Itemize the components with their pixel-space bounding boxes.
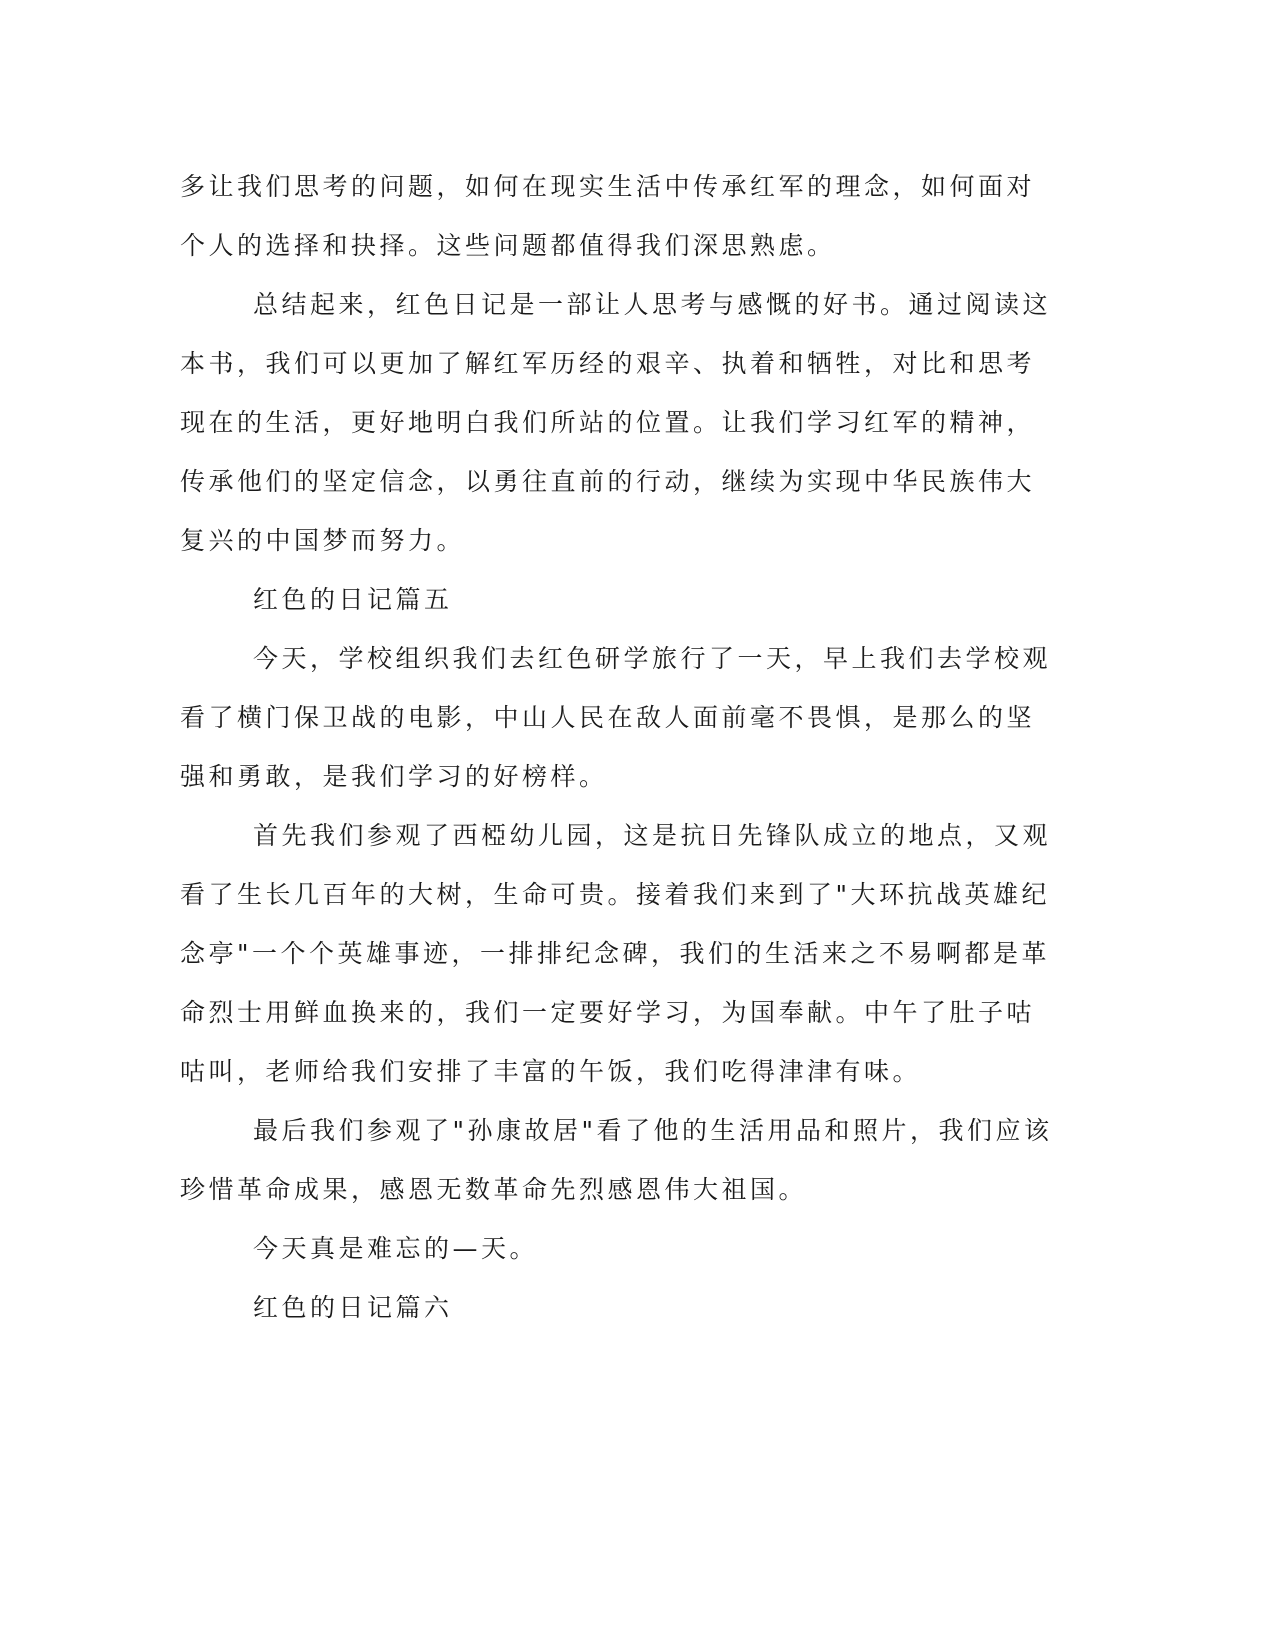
text-line: 复兴的中国梦而努力。 (180, 526, 466, 555)
text-line: 现在的生活，更好地明白我们所站的位置。让我们学习红军的精神， (180, 408, 1036, 437)
text-line: 最后我们参观了"孙康故居"看了他的生活用品和照片，我们应该 (253, 1116, 1053, 1145)
section-heading: 红色的日记篇六 (253, 1293, 453, 1322)
text-line: 今天，学校组织我们去红色研学旅行了一天，早上我们去学校观 (253, 644, 1052, 673)
body-text (180, 157, 1053, 1337)
text-line: 今天真是难忘的—天。 (253, 1234, 539, 1263)
text-line: 总结起来，红色日记是一部让人思考与感慨的好书。通过阅读这 (253, 290, 1052, 319)
text-line: 看了横门保卫战的电影，中山人民在敌人面前毫不畏惧，是那么的坚 (180, 703, 1036, 732)
text-line: 念亭"一个个英雄事迹，一排排纪念碑，我们的生活来之不易啊都是革 (180, 939, 1051, 968)
text-line: 首先我们参观了西椏幼儿园，这是抗日先锋队成立的地点，又观 (253, 821, 1052, 850)
text-line: 个人的选择和抉择。这些问题都值得我们深思熟虑。 (180, 231, 836, 260)
text-line: 传承他们的坚定信念，以勇往直前的行动，继续为实现中华民族伟大 (180, 467, 1036, 496)
text-line: 强和勇敢，是我们学习的好榜样。 (180, 762, 608, 791)
text-line: 咕叫，老师给我们安排了丰富的午饭，我们吃得津津有味。 (180, 1057, 922, 1086)
text-line: 多让我们思考的问题，如何在现实生活中传承红军的理念，如何面对 (180, 172, 1036, 201)
section-heading: 红色的日记篇五 (253, 585, 453, 614)
text-line: 本书，我们可以更加了解红军历经的艰辛、执着和牺牲，对比和思考 (180, 349, 1036, 378)
text-line: 命烈士用鲜血换来的，我们一定要好学习，为国奉献。中午了肚子咕 (180, 998, 1036, 1027)
text-line: 珍惜革命成果，感恩无数革命先烈感恩伟大祖国。 (180, 1175, 808, 1204)
text-line: 看了生长几百年的大树，生命可贵。接着我们来到了"大环抗战英雄纪 (180, 880, 1051, 909)
